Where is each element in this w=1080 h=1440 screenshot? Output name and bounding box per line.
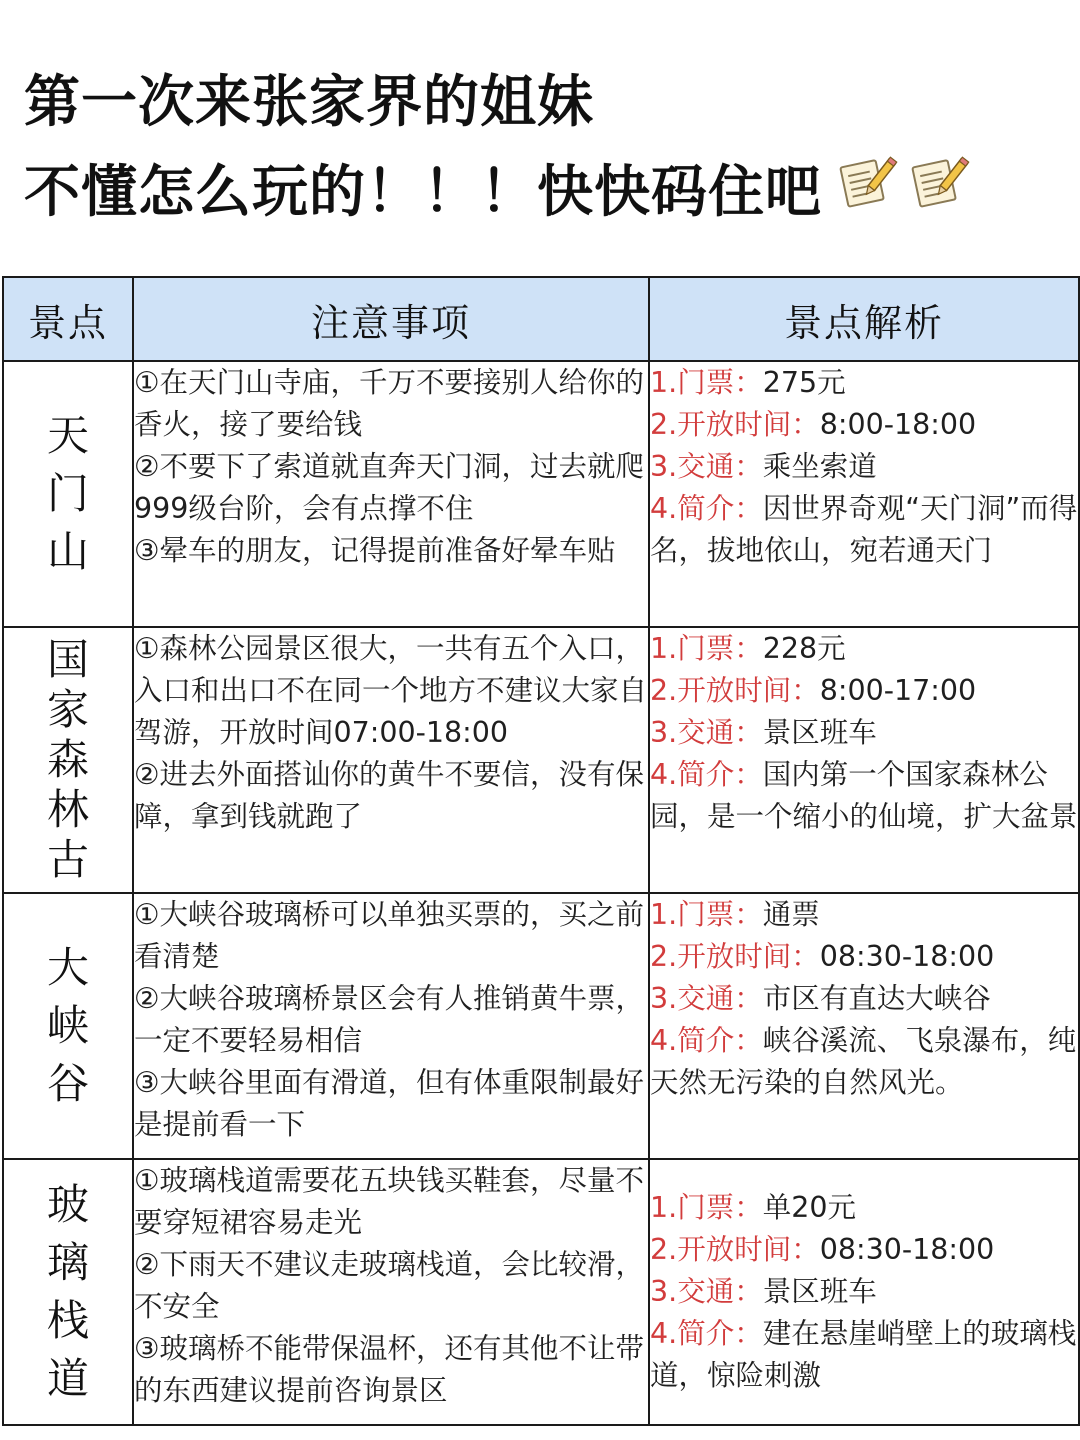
tip-item: ①森林公园景区很大，一共有五个入口，入口和出口不在同一个地方不建议大家自驾游，开放时间07:00-18:00 [134,632,648,749]
info-label: 2.开放时间： [650,940,820,973]
table-row [3,1159,1079,1425]
tip-item: ③大峡谷里面有滑道，但有体重限制最好是提前看一下 [134,1066,645,1141]
info-label: 4.简介： [650,1317,763,1350]
info-value: 建在悬崖峭壁上的玻璃栈道，惊险刺激 [650,1317,1077,1392]
info-value: 国内第一个国家森林公园，是一个缩小的仙境，扩大盆景 [650,758,1078,833]
info-value: 275元 [762,366,846,399]
info-value: 8:00-18:00 [819,408,977,441]
table-row [3,627,1079,893]
memo-icon [908,146,970,236]
tips-cell [133,627,649,893]
spot-cell [3,893,133,1159]
tip-item: ②不要下了索道就直奔天门洞，过去就爬999级台阶，会有点撑不住 [134,450,645,525]
info-item [650,404,1078,446]
spot-cell [3,361,133,627]
info-value: 市区有直达大峡谷 [762,982,991,1015]
info-item [650,978,1078,1020]
info-item [650,1229,1078,1271]
spot-cell [3,1159,133,1425]
info-item [650,1271,1078,1313]
info-item [650,628,1078,670]
info-item [650,712,1078,754]
tips-cell [133,1159,649,1425]
tips-cell [133,893,649,1159]
tip-item: ③晕车的朋友，记得提前准备好晕车贴 [134,534,616,567]
info-cell [649,627,1079,893]
title-line-2 [24,148,1064,238]
info-item [650,1187,1078,1229]
spot-name: 玻璃栈道 [46,1180,89,1403]
info-item [650,936,1078,978]
page-title [24,58,1064,238]
info-label: 4.简介： [650,758,763,791]
tip-item: ①大峡谷玻璃桥可以单独买票的，买之前看清楚 [134,898,645,973]
info-value: 单20元 [762,1191,856,1224]
tip-item: ①玻璃栈道需要花五块钱买鞋套，尽量不要穿短裙容易走光 [134,1164,645,1239]
spot-name: 国家森林古 [46,635,89,884]
info-item [650,446,1078,488]
spot-cell [3,627,133,893]
info-item [650,754,1078,838]
info-label: 2.开放时间： [650,1233,820,1266]
info-value: 228元 [762,632,846,665]
table-row [3,893,1079,1159]
tips-cell [133,361,649,627]
header-info: 景点解析 [649,277,1079,361]
spot-name: 天门山 [46,411,89,576]
spot-name: 大峡谷 [46,943,89,1108]
memo-icon [836,146,898,236]
info-label: 3.交通： [650,716,763,749]
info-item [650,362,1078,404]
tip-item: ②进去外面搭讪你的黄牛不要信，没有保障，拿到钱就跑了 [134,758,645,833]
info-value: 8:00-17:00 [819,674,977,707]
info-item [650,1020,1078,1104]
title-line-2-text: 不懂怎么玩的！！！快快码住吧 [24,160,822,225]
info-cell [649,1159,1079,1425]
tip-item: ②大峡谷玻璃桥景区会有人推销黄牛票，一定不要轻易相信 [134,982,645,1057]
info-label: 2.开放时间： [650,408,820,441]
info-item [650,488,1078,572]
info-value: 因世界奇观“天门洞”而得名，拔地依山，宛若通天门 [650,492,1078,567]
info-value: 景区班车 [762,1275,877,1308]
info-label: 1.门票： [650,1191,763,1224]
info-label: 3.交通： [650,450,763,483]
info-label: 1.门票： [650,366,763,399]
tip-item: ③玻璃桥不能带保温杯，还有其他不让带的东西建议提前咨询景区 [134,1332,645,1407]
info-value: 乘坐索道 [762,450,877,483]
info-value: 08:30-18:00 [819,1233,995,1266]
info-label: 1.门票： [650,632,763,665]
header-tips: 注意事项 [133,277,649,361]
header-spot: 景点 [3,277,133,361]
table-header-row [3,277,1079,361]
info-value: 景区班车 [762,716,877,749]
info-label: 3.交通： [650,982,763,1015]
info-item [650,670,1078,712]
info-value: 峡谷溪流、飞泉瀑布，纯天然无污染的自然风光。 [650,1024,1077,1099]
info-cell [649,893,1079,1159]
info-label: 4.简介： [650,1024,763,1057]
tip-item: ②下雨天不建议走玻璃栈道，会比较滑，不安全 [134,1248,645,1323]
info-label: 2.开放时间： [650,674,820,707]
info-value: 08:30-18:00 [819,940,995,973]
info-label: 3.交通： [650,1275,763,1308]
info-value: 通票 [762,898,820,931]
info-cell [649,361,1079,627]
table-row [3,361,1079,627]
attractions-table [2,276,1080,1426]
title-line-1: 第一次来张家界的姐妹 [24,70,594,135]
info-item [650,894,1078,936]
info-label: 1.门票： [650,898,763,931]
tip-item: ①在天门山寺庙，千万不要接别人给你的香火，接了要给钱 [134,366,645,441]
info-item [650,1313,1078,1397]
info-label: 4.简介： [650,492,763,525]
